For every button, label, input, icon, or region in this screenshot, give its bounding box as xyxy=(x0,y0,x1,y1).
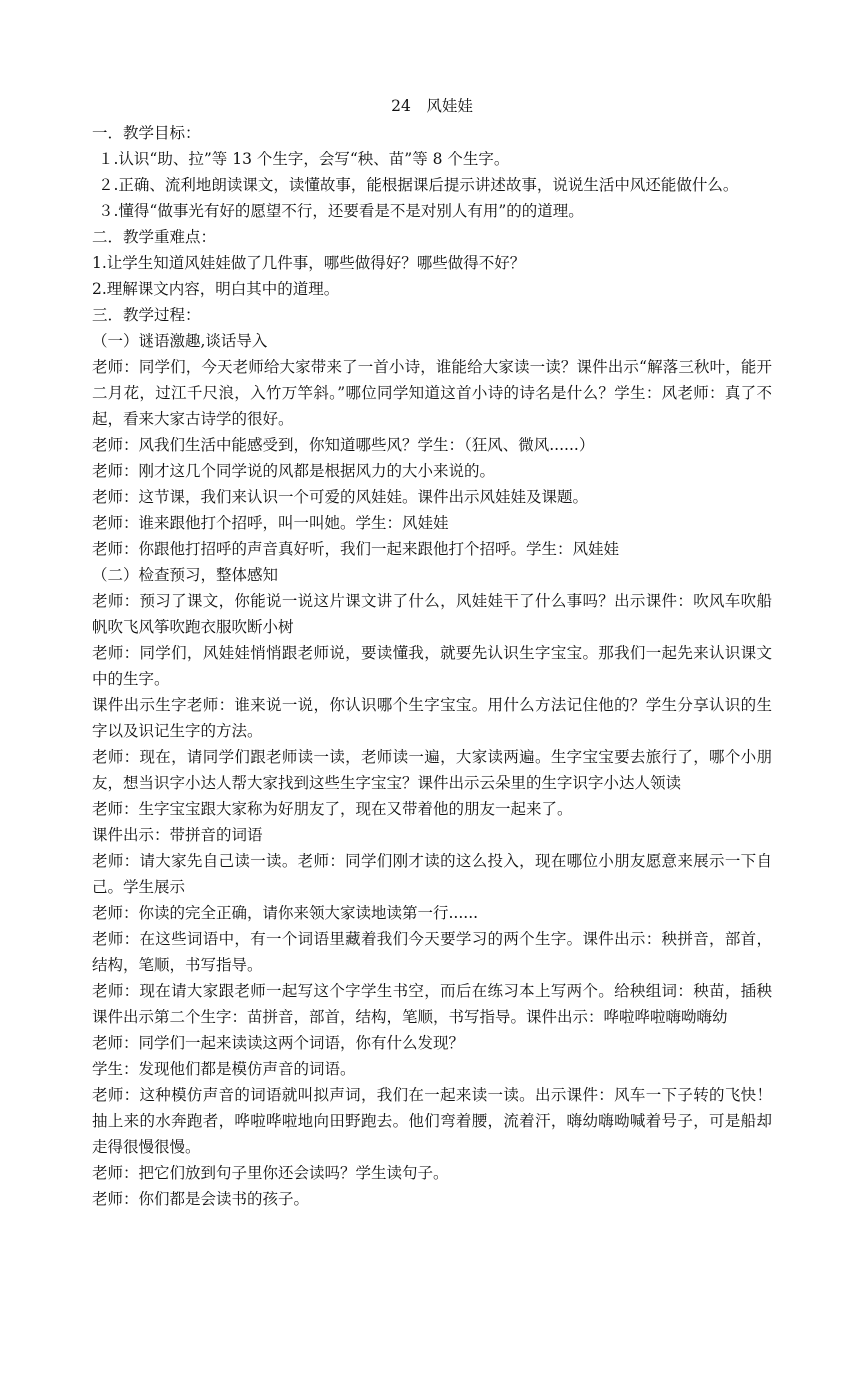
paragraph: 二．教学重难点： xyxy=(92,228,217,246)
paragraph: 学生：发现他们都是模仿声音的词语。 xyxy=(92,1060,356,1078)
paragraph: 三．教学过程： xyxy=(92,306,201,324)
paragraph: 老师：刚才这几个同学说的风都是根据风力的大小来说的。 xyxy=(92,462,496,480)
paragraph: 老师：风我们生活中能感受到，你知道哪些风？学生：（狂风、微风......） xyxy=(92,436,595,454)
paragraph: １.认识“助、拉”等 13 个生字，会写“秧、苗”等 8 个生字。 xyxy=(98,150,510,168)
page-title: 24 风娃娃 xyxy=(391,97,473,115)
paragraph: 老师：现在请大家跟老师一起写这个字学生书空，而后在练习本上写两个。给秧组词：秧苗，插秧课件出示第二个生字：苗拼音，部首，结构，笔顺，书写指导。课件出示：哗啦哗啦嗨呦嗨幼 xyxy=(92,982,772,1026)
paragraph: 老师：生字宝宝跟大家称为好朋友了，现在又带着他的朋友一起来了。 xyxy=(92,800,573,818)
paragraph: 老师：谁来跟他打个招呼，叫一叫她。学生：风娃娃 xyxy=(92,514,449,532)
paragraph: 老师：同学们，今天老师给大家带来了一首小诗，谁能给大家读一读？课件出示“解落三秋叶，能开二月花，过江千尺浪，入竹万竿斜。”哪位同学知道这首小诗的诗名是什么？学生：风老师：真了不起，看来大家古诗学的很好。 xyxy=(92,358,772,428)
paragraph: 2.理解课文内容，明白其中的道理。 xyxy=(92,280,340,298)
paragraph: 1.让学生知道风娃娃做了几件事，哪些做得好？哪些做得不好？ xyxy=(92,254,526,272)
paragraph: 一．教学目标： xyxy=(92,124,201,142)
paragraph: 老师：这种模仿声音的词语就叫拟声词，我们在一起来读一读。出示课件：风车一下子转的飞快！抽上来的水奔跑者，哗啦哗啦地向田野跑去。他们弯着腰，流着汗，嗨幼嗨呦喊着号子，可是船却走得很慢很慢。 xyxy=(92,1086,772,1156)
paragraph: 课件出示：带拼音的词语 xyxy=(92,826,263,844)
paragraph: ２.正确、流利地朗读课文，读懂故事，能根据课后提示讲述故事，说说生活中风还能做什么。 xyxy=(98,176,739,194)
paragraph: ３.懂得“做事光有好的愿望不行，还要看是不是对别人有用”的的道理。 xyxy=(98,202,584,220)
paragraph: （二）检查预习，整体感知 xyxy=(92,566,279,584)
paragraph: 老师：现在，请同学们跟老师读一读，老师读一遍，大家读两遍。生字宝宝要去旅行了，哪个小朋友，想当识字小达人帮大家找到这些生字宝宝？课件出示云朵里的生字识字小达人领读 xyxy=(92,748,772,792)
paragraph: 老师：同学们，风娃娃悄悄跟老师说，要读懂我，就要先认识生字宝宝。那我们一起先来认识课文中的生字。 xyxy=(92,644,772,688)
paragraph: 老师：你们都是会读书的孩子。 xyxy=(92,1190,310,1208)
paragraph: 老师：同学们一起来读读这两个词语，你有什么发现？ xyxy=(92,1034,465,1052)
paragraph: 老师：你跟他打招呼的声音真好听，我们一起来跟他打个招呼。学生：风娃娃 xyxy=(92,540,620,558)
paragraph: 老师：这节课，我们来认识一个可爱的风娃娃。课件出示风娃娃及课题。 xyxy=(92,488,589,506)
paragraph: 老师：把它们放到句子里你还会读吗？学生读句子。 xyxy=(92,1164,449,1182)
paragraph: 老师：你读的完全正确，请你来领大家读地读第一行...... xyxy=(92,904,479,922)
paragraph: 老师：请大家先自己读一读。老师：同学们刚才读的这么投入，现在哪位小朋友愿意来展示一下自己。学生展示 xyxy=(92,852,772,896)
paragraph-list xyxy=(92,120,772,1212)
lesson-plan-body xyxy=(92,93,772,1212)
paragraph: 课件出示生字老师：谁来说一说，你认识哪个生字宝宝。用什么方法记住他的？学生分享认识的生字以及识记生字的方法。 xyxy=(92,696,772,740)
paragraph: （一）谜语激趣,谈话导入 xyxy=(92,332,268,350)
paragraph: 老师：在这些词语中，有一个词语里藏着我们今天要学习的两个生字。课件出示：秧拼音，部首，结构，笔顺，书写指导。 xyxy=(92,930,772,974)
paragraph: 老师：预习了课文，你能说一说这片课文讲了什么，风娃娃干了什么事吗？出示课件：吹风车吹船帆吹飞风筝吹跑衣服吹断小树 xyxy=(92,592,772,636)
